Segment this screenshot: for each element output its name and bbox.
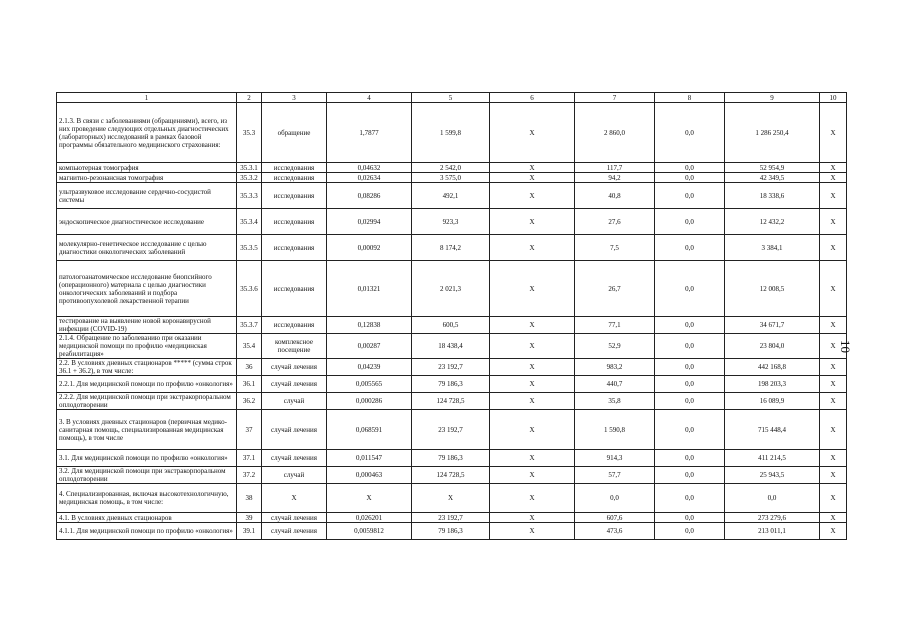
value-cell: 0,0 [655, 359, 725, 376]
value-cell: 1 599,8 [412, 103, 490, 163]
value-cell: 79 186,3 [412, 450, 490, 467]
page-number: 10 [838, 340, 853, 353]
value-cell: Х [490, 317, 575, 334]
value-cell: 273 279,6 [725, 513, 820, 523]
value-cell: 411 214,5 [725, 450, 820, 467]
unit-cell: исследования [262, 209, 327, 235]
header-row [57, 93, 847, 103]
value-cell: 213 011,1 [725, 523, 820, 540]
value-cell: Х [490, 393, 575, 410]
value-cell: Х [490, 467, 575, 484]
value-cell: 42 349,5 [725, 173, 820, 183]
row-name-cell: 3.1. Для медицинской помощи по профилю «онкология» [57, 450, 237, 467]
value-cell: 1 590,8 [575, 410, 655, 450]
table-row [57, 103, 847, 163]
row-name-cell: 4.1. В условиях дневных стационаров [57, 513, 237, 523]
value-cell: 52 954,9 [725, 163, 820, 173]
table-row [57, 513, 847, 523]
value-cell: Х [490, 523, 575, 540]
row-code-cell: 35.3.3 [237, 183, 262, 209]
value-cell: Х [820, 513, 847, 523]
value-cell: 26,7 [575, 261, 655, 317]
table-row [57, 163, 847, 173]
value-cell: 983,2 [575, 359, 655, 376]
table-row [57, 484, 847, 513]
value-cell: Х [490, 359, 575, 376]
table-row [57, 209, 847, 235]
row-name-cell: 2.1.4. Обращение по заболеванию при оказании медицинской помощи по профилю «медицинская реабилитация» [57, 334, 237, 359]
value-cell: 0,0 [655, 334, 725, 359]
data-table [56, 92, 847, 540]
value-cell: 0,005565 [327, 376, 412, 393]
value-cell: 3 575,0 [412, 173, 490, 183]
row-name-cell: 4.1.1. Для медицинской помощи по профилю «онкология» [57, 523, 237, 540]
value-cell: Х [820, 334, 847, 359]
value-cell: Х [820, 523, 847, 540]
value-cell: 0,026201 [327, 513, 412, 523]
unit-cell: случай лечения [262, 410, 327, 450]
unit-cell: исследования [262, 173, 327, 183]
row-code-cell: 37.1 [237, 450, 262, 467]
value-cell: Х [820, 484, 847, 513]
row-code-cell: 36 [237, 359, 262, 376]
row-code-cell: 39 [237, 513, 262, 523]
value-cell: Х [820, 261, 847, 317]
value-cell: 0,0 [655, 103, 725, 163]
value-cell: Х [490, 261, 575, 317]
unit-cell: исследования [262, 261, 327, 317]
value-cell: 23 192,7 [412, 359, 490, 376]
value-cell: Х [820, 163, 847, 173]
value-cell: 94,2 [575, 173, 655, 183]
value-cell: 0,0 [725, 484, 820, 513]
row-code-cell: 37.2 [237, 467, 262, 484]
value-cell: Х [327, 484, 412, 513]
value-cell: 440,7 [575, 376, 655, 393]
unit-cell: комплексное посещение [262, 334, 327, 359]
value-cell: Х [820, 209, 847, 235]
value-cell: 117,7 [575, 163, 655, 173]
unit-cell: Х [262, 484, 327, 513]
value-cell: 3 384,1 [725, 235, 820, 261]
table-row [57, 261, 847, 317]
row-code-cell: 36.1 [237, 376, 262, 393]
value-cell: Х [490, 376, 575, 393]
row-name-cell: молекулярно-генетическое исследование с целью диагностики онкологических заболеваний [57, 235, 237, 261]
table-row [57, 467, 847, 484]
unit-cell: случай [262, 393, 327, 410]
row-code-cell: 35.4 [237, 334, 262, 359]
column-header: 10 [820, 93, 847, 103]
value-cell: 923,3 [412, 209, 490, 235]
value-cell: 0,0 [655, 450, 725, 467]
row-code-cell: 35.3.5 [237, 235, 262, 261]
row-name-cell: патологоанатомическое исследование биопсийного (операционного) материала с целью диагностики онкологических заболеваний и подбора противоопухолевой лекарственной терапии [57, 261, 237, 317]
value-cell: 23 804,0 [725, 334, 820, 359]
value-cell: Х [820, 393, 847, 410]
value-cell: Х [820, 317, 847, 334]
value-cell: 715 448,4 [725, 410, 820, 450]
column-header: 1 [57, 93, 237, 103]
value-cell: 35,8 [575, 393, 655, 410]
value-cell: 2 021,3 [412, 261, 490, 317]
column-header: 6 [490, 93, 575, 103]
value-cell: 0,0 [655, 410, 725, 450]
value-cell: 0,0 [655, 173, 725, 183]
value-cell: 2 860,0 [575, 103, 655, 163]
value-cell: 124 728,5 [412, 393, 490, 410]
row-name-cell: 4. Специализированная, включая высокотехнологичную, медицинская помощь, в том числе: [57, 484, 237, 513]
value-cell: 0,0 [655, 235, 725, 261]
value-cell: 0,011547 [327, 450, 412, 467]
row-code-cell: 35.3.4 [237, 209, 262, 235]
value-cell: 34 671,7 [725, 317, 820, 334]
unit-cell: случай лечения [262, 359, 327, 376]
value-cell: Х [490, 173, 575, 183]
value-cell: 23 192,7 [412, 513, 490, 523]
value-cell: 0,00092 [327, 235, 412, 261]
row-code-cell: 37 [237, 410, 262, 450]
value-cell: Х [820, 410, 847, 450]
column-header: 4 [327, 93, 412, 103]
value-cell: 0,0 [655, 317, 725, 334]
row-name-cell: тестирование на выявление новой коронавирусной инфекции (COVID-19) [57, 317, 237, 334]
value-cell: 16 089,9 [725, 393, 820, 410]
column-header: 3 [262, 93, 327, 103]
row-name-cell: 3.2. Для медицинской помощи при экстракорпоральном оплодотворении [57, 467, 237, 484]
value-cell: 0,04632 [327, 163, 412, 173]
value-cell: 40,8 [575, 183, 655, 209]
unit-cell: исследования [262, 235, 327, 261]
value-cell: 79 186,3 [412, 523, 490, 540]
table-row [57, 183, 847, 209]
value-cell: Х [820, 103, 847, 163]
value-cell: Х [820, 376, 847, 393]
column-header: 7 [575, 93, 655, 103]
row-name-cell: магнитно-резонансная томография [57, 173, 237, 183]
value-cell: 12 008,5 [725, 261, 820, 317]
row-name-cell: 3. В условиях дневных стационаров (первичная медико-санитарная помощь, специализированная медицинская помощь), в том числе [57, 410, 237, 450]
value-cell: 473,6 [575, 523, 655, 540]
value-cell: 914,3 [575, 450, 655, 467]
unit-cell: случай лечения [262, 376, 327, 393]
row-name-cell: 2.2.1. Для медицинской помощи по профилю «онкология» [57, 376, 237, 393]
table-row [57, 359, 847, 376]
row-name-cell: 2.2.2. Для медицинской помощи при экстракорпоральном оплодотворении [57, 393, 237, 410]
value-cell: 0,000463 [327, 467, 412, 484]
value-cell: 77,1 [575, 317, 655, 334]
unit-cell: случай лечения [262, 513, 327, 523]
value-cell: 0,12838 [327, 317, 412, 334]
row-code-cell: 35.3.6 [237, 261, 262, 317]
unit-cell: исследования [262, 317, 327, 334]
value-cell: Х [490, 410, 575, 450]
value-cell: Х [490, 163, 575, 173]
value-cell: 0,0 [655, 484, 725, 513]
value-cell: Х [820, 235, 847, 261]
value-cell: 18 338,6 [725, 183, 820, 209]
value-cell: 0,0 [655, 163, 725, 173]
table-row [57, 393, 847, 410]
row-name-cell: эндоскопическое диагностическое исследование [57, 209, 237, 235]
table-row [57, 334, 847, 359]
value-cell: 1,7877 [327, 103, 412, 163]
value-cell: 0,000286 [327, 393, 412, 410]
table-row [57, 450, 847, 467]
value-cell: Х [490, 103, 575, 163]
table-row [57, 235, 847, 261]
value-cell: 52,9 [575, 334, 655, 359]
unit-cell: обращение [262, 103, 327, 163]
row-name-cell: ультразвуковое исследование сердечно-сосудистой системы [57, 183, 237, 209]
unit-cell: случай [262, 467, 327, 484]
value-cell: 0,04239 [327, 359, 412, 376]
value-cell: 1 286 250,4 [725, 103, 820, 163]
table-row [57, 410, 847, 450]
value-cell: 12 432,2 [725, 209, 820, 235]
value-cell: Х [490, 235, 575, 261]
value-cell: Х [820, 359, 847, 376]
value-cell: Х [820, 183, 847, 209]
value-cell: 18 438,4 [412, 334, 490, 359]
row-code-cell: 39.1 [237, 523, 262, 540]
row-code-cell: 38 [237, 484, 262, 513]
value-cell: 0,0 [655, 376, 725, 393]
value-cell: 0,0 [575, 484, 655, 513]
value-cell: Х [490, 183, 575, 209]
row-code-cell: 35.3 [237, 103, 262, 163]
value-cell: 0,01321 [327, 261, 412, 317]
value-cell: Х [820, 467, 847, 484]
row-name-cell: компьютерная томография [57, 163, 237, 173]
value-cell: 2 542,0 [412, 163, 490, 173]
value-cell: 0,02994 [327, 209, 412, 235]
unit-cell: исследования [262, 183, 327, 209]
value-cell: 0,0 [655, 393, 725, 410]
value-cell: Х [820, 173, 847, 183]
value-cell: Х [412, 484, 490, 513]
value-cell: Х [490, 209, 575, 235]
table-row [57, 523, 847, 540]
value-cell: Х [490, 334, 575, 359]
value-cell: 0,0 [655, 183, 725, 209]
row-code-cell: 35.3.1 [237, 163, 262, 173]
row-name-cell: 2.1.3. В связи с заболеваниями (обращениями), всего, из них проведение следующих отдельных диагностических (лабораторных) исследований в рамках базовой программы обязательного медицинского страхования: [57, 103, 237, 163]
value-cell: 27,6 [575, 209, 655, 235]
value-cell: 25 943,5 [725, 467, 820, 484]
column-header: 5 [412, 93, 490, 103]
value-cell: 0,0 [655, 467, 725, 484]
value-cell: 23 192,7 [412, 410, 490, 450]
table-row [57, 317, 847, 334]
value-cell: 8 174,2 [412, 235, 490, 261]
value-cell: 0,0 [655, 261, 725, 317]
table-row [57, 173, 847, 183]
column-header: 9 [725, 93, 820, 103]
value-cell: Х [490, 484, 575, 513]
value-cell: 0,0 [655, 513, 725, 523]
value-cell: Х [820, 450, 847, 467]
value-cell: 0,00287 [327, 334, 412, 359]
value-cell: 442 168,8 [725, 359, 820, 376]
row-code-cell: 35.3.7 [237, 317, 262, 334]
value-cell: 57,7 [575, 467, 655, 484]
table-row [57, 376, 847, 393]
value-cell: 124 728,5 [412, 467, 490, 484]
value-cell: 0,0 [655, 523, 725, 540]
value-cell: 600,5 [412, 317, 490, 334]
row-code-cell: 36.2 [237, 393, 262, 410]
value-cell: Х [490, 450, 575, 467]
value-cell: 0,068591 [327, 410, 412, 450]
unit-cell: исследования [262, 163, 327, 173]
row-code-cell: 35.3.2 [237, 173, 262, 183]
value-cell: 0,08286 [327, 183, 412, 209]
column-header: 8 [655, 93, 725, 103]
value-cell: 198 203,3 [725, 376, 820, 393]
value-cell: Х [490, 513, 575, 523]
value-cell: 0,0 [655, 209, 725, 235]
value-cell: 492,1 [412, 183, 490, 209]
value-cell: 79 186,3 [412, 376, 490, 393]
value-cell: 0,0059812 [327, 523, 412, 540]
column-header: 2 [237, 93, 262, 103]
value-cell: 7,5 [575, 235, 655, 261]
value-cell: 607,6 [575, 513, 655, 523]
row-name-cell: 2.2. В условиях дневных стационаров ***** (сумма строк 36.1 + 36.2), в том числе: [57, 359, 237, 376]
value-cell: 0,02634 [327, 173, 412, 183]
unit-cell: случай лечения [262, 450, 327, 467]
unit-cell: случай лечения [262, 523, 327, 540]
